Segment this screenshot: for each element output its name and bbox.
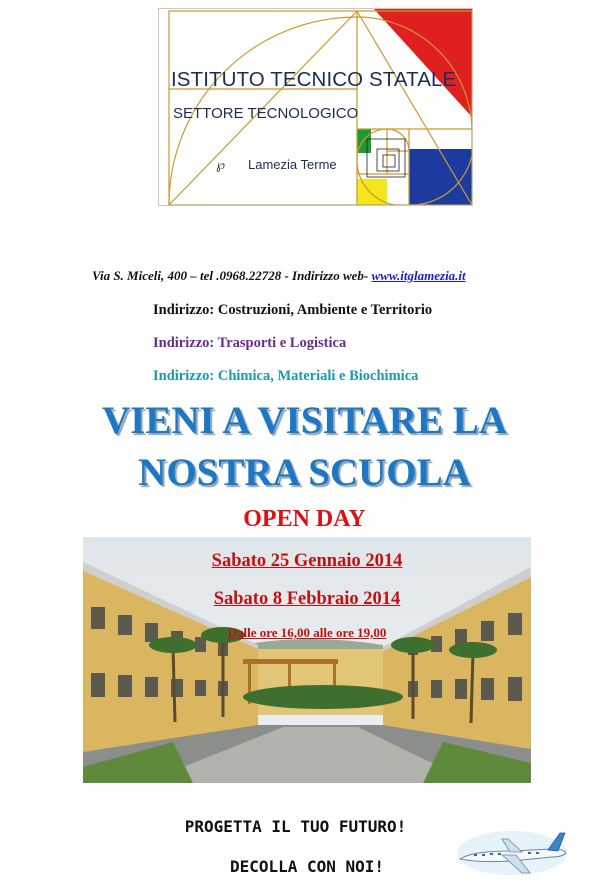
logo-red-block xyxy=(374,9,472,117)
indirizzo-chimica xyxy=(153,368,418,385)
address-text: Via S. Miceli, 400 – tel .0968.22728 - Indirizzo web- xyxy=(92,268,372,283)
school-photo xyxy=(83,537,531,783)
open-day-title: OPEN DAY xyxy=(243,506,366,532)
school-logo xyxy=(158,8,473,206)
indirizzo-label: Indirizzo: xyxy=(153,335,215,351)
logo-small-squares xyxy=(367,139,405,177)
indirizzo-value: Chimica, Materiali e Biochimica xyxy=(217,368,419,384)
event-date-1: Sabato 25 Gennaio 2014 xyxy=(211,551,403,571)
event-date-2: Sabato 8 Febbraio 2014 xyxy=(213,589,401,609)
address-line xyxy=(92,268,466,284)
indirizzo-label: Indirizzo: xyxy=(153,368,215,384)
indirizzo-trasporti xyxy=(153,335,346,352)
logo-ornament: ℘ xyxy=(216,158,226,173)
logo-subtitle: SETTORE TECNOLOGICO xyxy=(173,105,359,122)
headline-line-1: VIENI A VISITARE LA xyxy=(102,399,507,442)
indirizzo-label: Indirizzo: xyxy=(153,302,215,318)
indirizzo-costruzioni xyxy=(153,302,432,319)
indirizzo-value: Trasporti e Logistica xyxy=(217,335,347,351)
event-hours: Dalle ore 16,00 alle ore 19,00 xyxy=(227,625,387,640)
slogan-line-1: PROGETTA IL TUO FUTURO! xyxy=(184,817,407,836)
indirizzo-value: Costruzioni, Ambiente e Territorio xyxy=(217,302,433,318)
logo-city: Lamezia Terme xyxy=(248,157,337,172)
logo-title: ISTITUTO TECNICO STATALE xyxy=(171,68,457,91)
headline-line-2: NOSTRA SCUOLA xyxy=(138,451,471,494)
website-link[interactable]: www.itglamezia.it xyxy=(371,268,466,283)
airplane-icon xyxy=(452,815,572,885)
slogan-line-2: DECOLLA CON NOI! xyxy=(229,857,385,876)
courtyard-illustration xyxy=(83,537,531,783)
